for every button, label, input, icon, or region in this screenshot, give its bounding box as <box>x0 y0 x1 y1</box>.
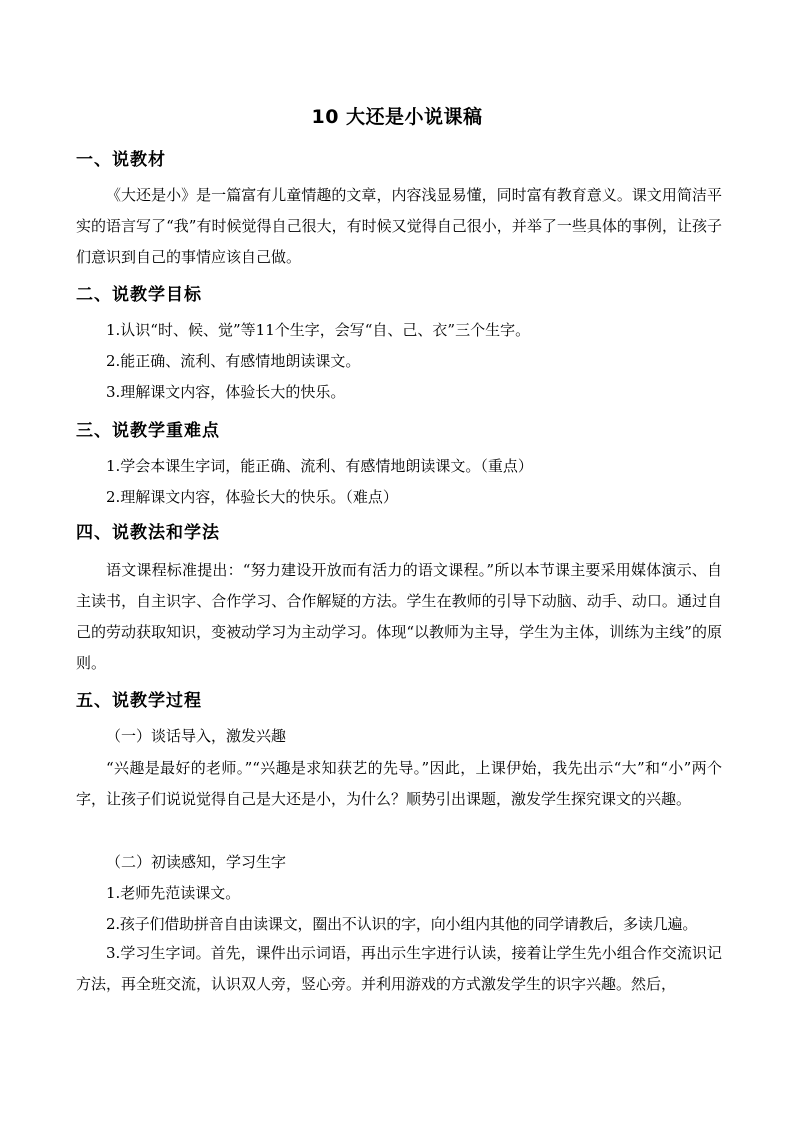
key-point-item-1: 1.学会本课生字词，能正确、流利、有感情地朗读课文。（重点） <box>106 457 533 475</box>
section-paragraph-teaching-material: 《大还是小》是一篇富有儿童情趣的文章，内容浅显易懂，同时富有教育意义。课文用简洁平实的语言写了“我”有时候觉得自己很大，有时候又觉得自己很小，并举了一些具体的事例，让孩子们意识到自己的事情应该自己做。 <box>76 186 722 266</box>
process-subheading-1: （一）谈话导入，激发兴趣 <box>106 727 287 745</box>
section-heading-teaching-material: 一、说教材 <box>76 150 166 170</box>
key-point-item-2: 2.理解课文内容，体验长大的快乐。（难点） <box>106 488 398 506</box>
section-paragraph-methods: 语文课程标准提出：“努力建设开放而有活力的语文课程。”所以本节课主要采用媒体演示、自主读书，自主识字、合作学习、合作解疑的方法。学生在教师的引导下动脑、动手、动口。通过自己的劳动获取知识，变被动学习为主动学习。体现“以教师为主导，学生为主体，训练为主线”的原则。 <box>76 561 722 672</box>
section-heading-teaching-goals: 二、说教学目标 <box>76 285 202 305</box>
section-heading-teaching-process: 五、说教学过程 <box>76 691 202 711</box>
section-heading-methods: 四、说教法和学法 <box>76 523 220 543</box>
process-subheading-2: （二）初读感知，学习生字 <box>106 853 287 871</box>
section-heading-key-points: 三、说教学重难点 <box>76 421 220 441</box>
goal-item-3: 3.理解课文内容，体验长大的快乐。 <box>106 383 346 401</box>
page-title: 10 大还是小说课稿 <box>311 106 483 128</box>
goal-item-1: 1.认识“时、候、觉”等11个生字，会写“自、己、衣”三个生字。 <box>106 321 531 339</box>
process-paragraph-2: 3.学习生字词。首先，课件出示词语，再出示生字进行认读，接着让学生先小组合作交流识记方法，再全班交流，认识双人旁，竖心旁。并利用游戏的方式激发学生的识字兴趣。然后， <box>76 944 722 993</box>
process-item-2: 2.孩子们借助拼音自由读课文，圈出不认识的字，向小组内其他的同学请教后，多读几遍。 <box>106 915 698 933</box>
process-item-1: 1.老师先范读课文。 <box>106 884 241 902</box>
goal-item-2: 2.能正确、流利、有感情地朗读课文。 <box>106 352 361 370</box>
process-paragraph-1: “兴趣是最好的老师。”“兴趣是求知获艺的先导。”因此，上课伊始，我先出示“大”和“小”两个字，让孩子们说说觉得自己是大还是小，为什么？顺势引出课题，激发学生探究课文的兴趣。 <box>76 759 722 808</box>
